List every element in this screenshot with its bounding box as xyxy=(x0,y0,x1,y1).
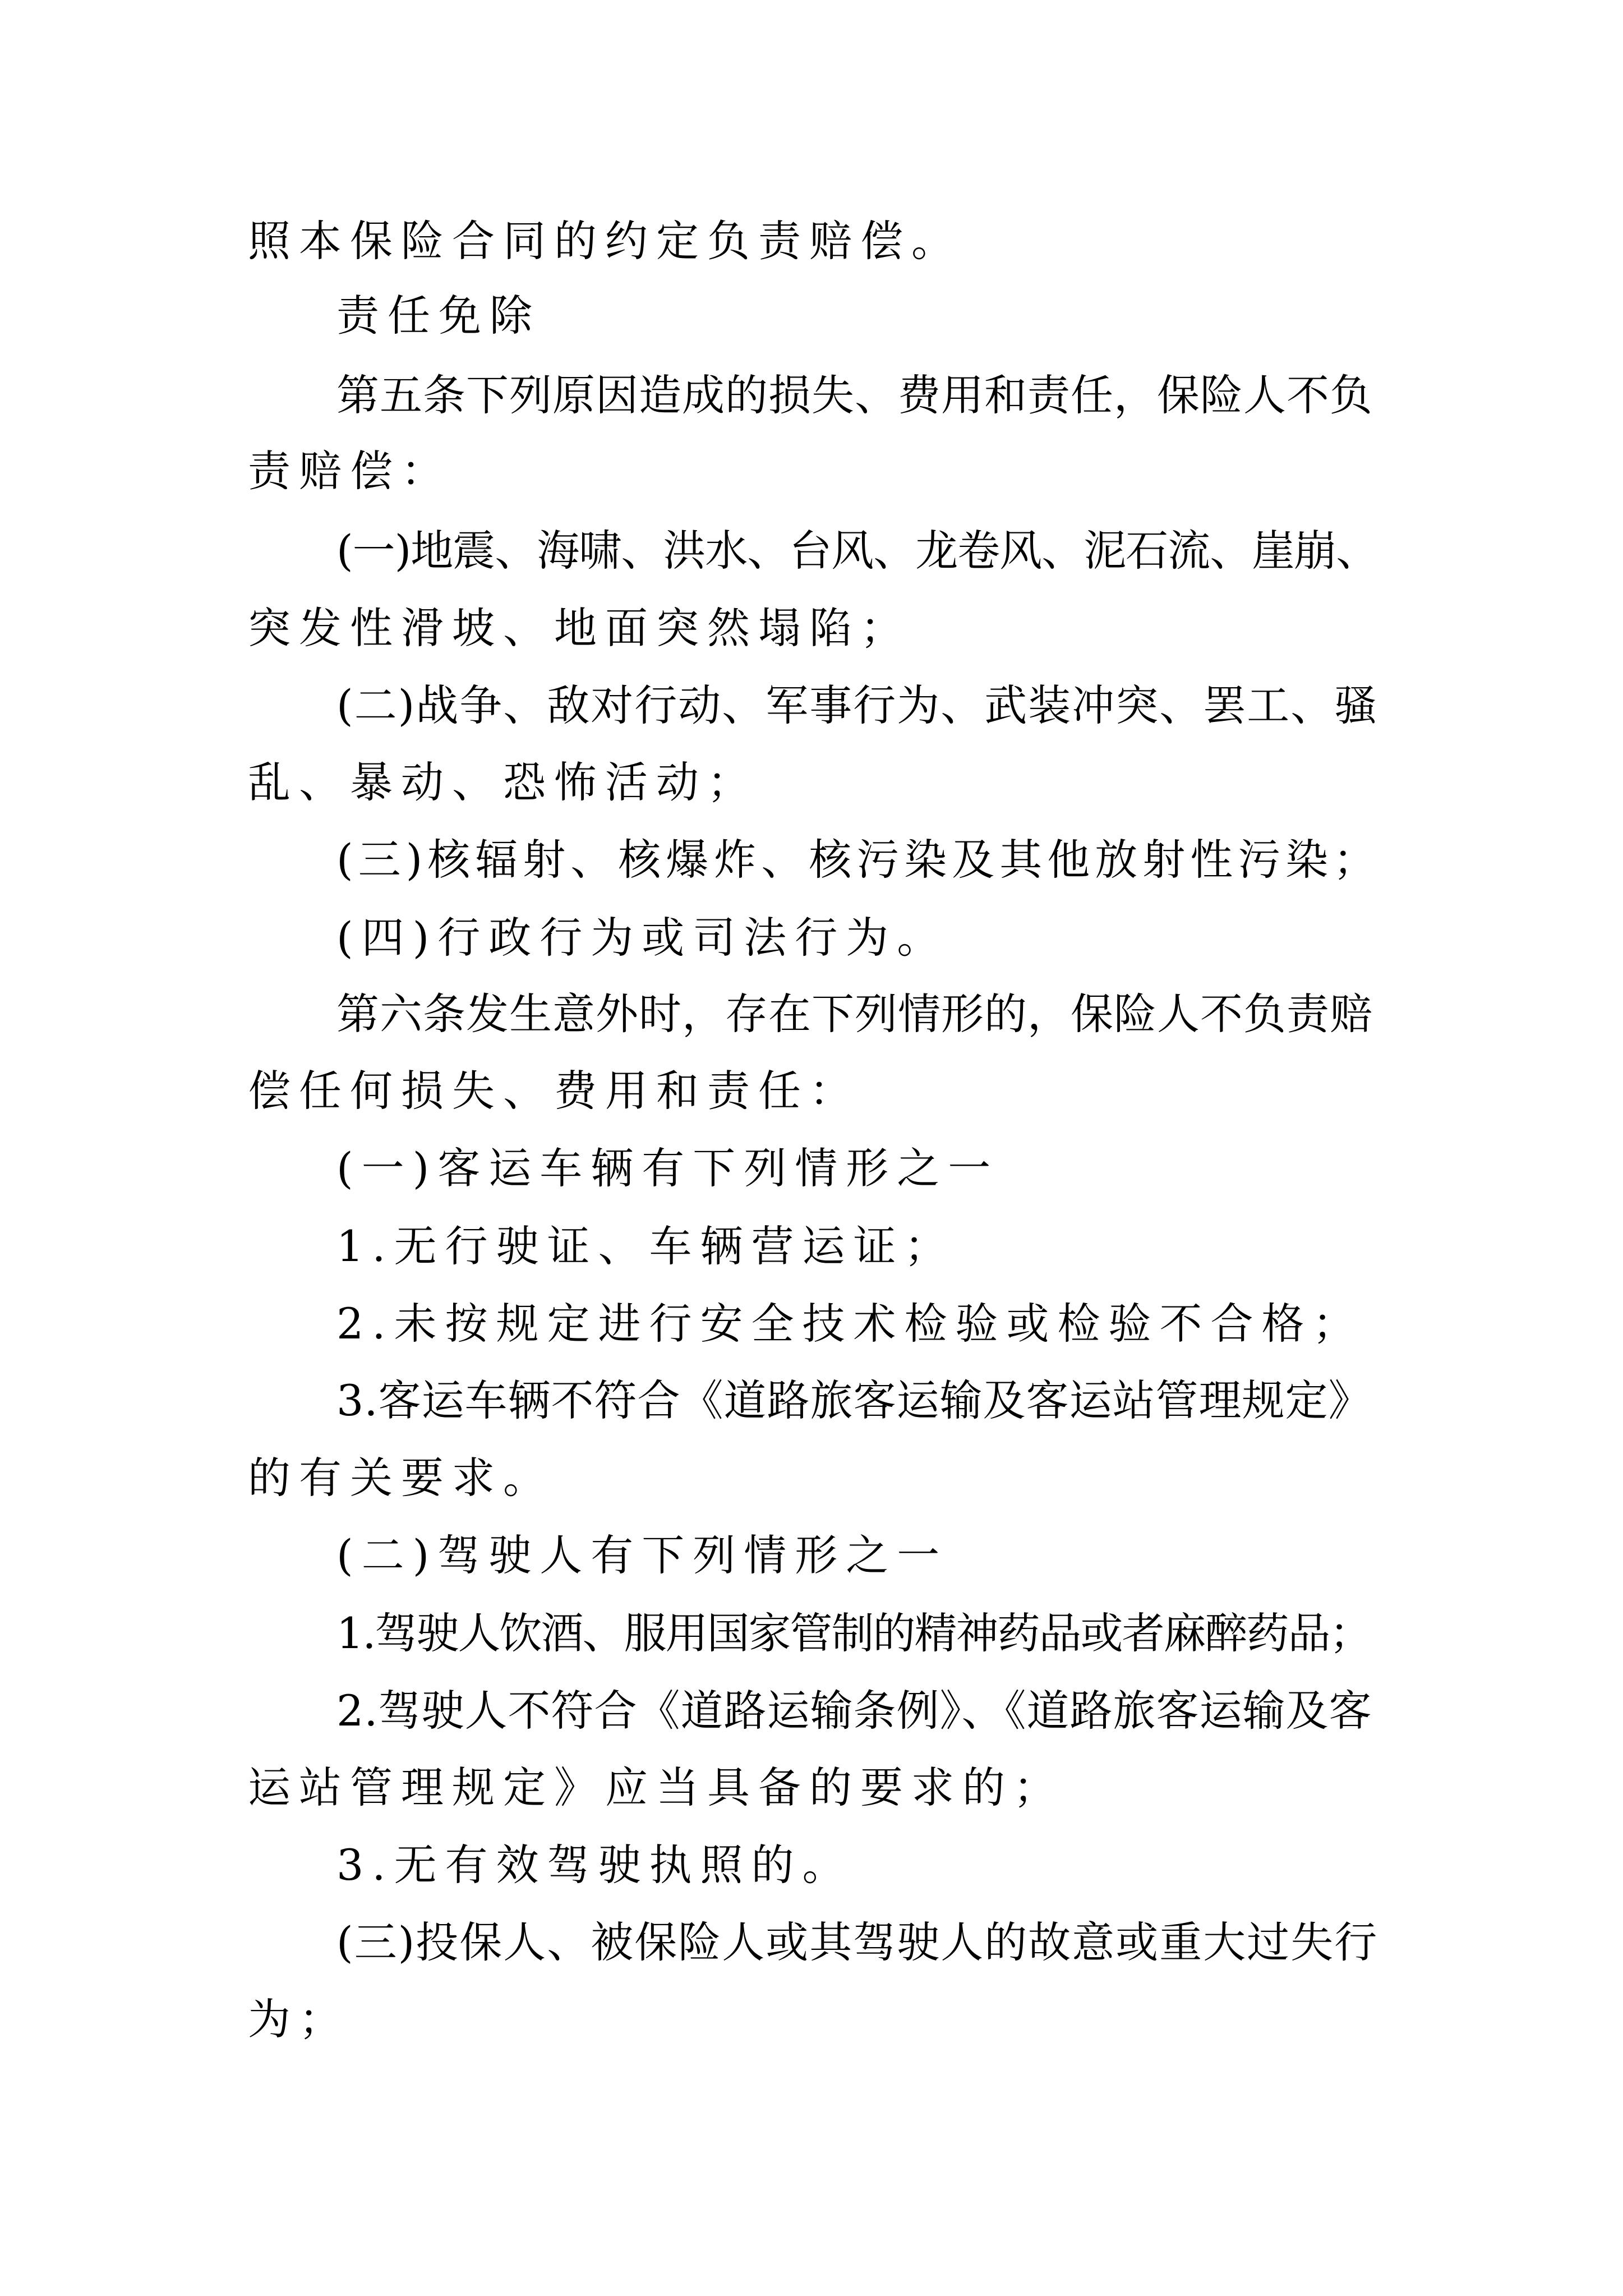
item-6-1-3-line-2: 的有关要求。 xyxy=(248,1453,554,1503)
item-6-1-3-line-1: 3.客运车辆不符合《道路旅客运输及客运站管理规定》 xyxy=(336,1375,1372,1425)
text-line-1: 照本保险合同的约定负责赔偿。 xyxy=(248,216,962,266)
article-6-line-2: 偿任何损失、费用和责任： xyxy=(248,1066,860,1116)
clause-6-3-line-2: 为； xyxy=(248,1994,350,2044)
item-6-2-2-line-2: 运站管理规定》应当具备的要求的； xyxy=(248,1763,1064,1812)
article-6-line-1: 第六条发生意外时，存在下列情形的，保险人不负责赔 xyxy=(336,989,1373,1039)
clause-5-2-line-1: (二)战争、敌对行动、军事行为、武装冲突、罢工、骚 xyxy=(336,680,1378,730)
clause-6-1: (一)客运车辆有下列情形之一 xyxy=(336,1143,999,1193)
section-heading-liability-exclusion: 责任免除 xyxy=(336,291,541,341)
item-6-2-1: 1.驾驶人饮酒、服用国家管制的精神药品或者麻醉药品； xyxy=(336,1608,1371,1658)
clause-6-2: (二)驾驶人有下列情形之一 xyxy=(336,1530,948,1580)
item-6-2-2-line-1: 2.驾驶人不符合《道路运输条例》、《道路旅客运输及客 xyxy=(336,1686,1372,1736)
item-6-1-1: 1.无行驶证、车辆营运证； xyxy=(336,1221,956,1271)
article-5-line-2: 责赔偿： xyxy=(248,446,452,496)
clause-6-3-line-1: (三)投保人、被保险人或其驾驶人的故意或重大过失行 xyxy=(336,1917,1378,1967)
clause-5-4: (四)行政行为或司法行为。 xyxy=(336,913,948,963)
item-6-1-2: 2.未按规定进行安全技术检验或检验不合格； xyxy=(336,1299,1364,1349)
item-6-2-3: 3.无有效驾驶执照的。 xyxy=(336,1840,854,1890)
clause-5-1-line-2: 突发性滑坡、地面突然塌陷； xyxy=(248,603,911,653)
clause-5-2-line-2: 乱、暴动、恐怖活动； xyxy=(248,757,758,807)
article-5-line-1: 第五条下列原因造成的损失、费用和责任，保险人不负 xyxy=(336,370,1373,420)
clause-5-1-line-1: (一)地震、海啸、洪水、台风、龙卷风、泥石流、崖崩、 xyxy=(336,526,1378,576)
clause-5-3: (三)核辐射、核爆炸、核污染及其他放射性污染； xyxy=(336,835,1381,885)
